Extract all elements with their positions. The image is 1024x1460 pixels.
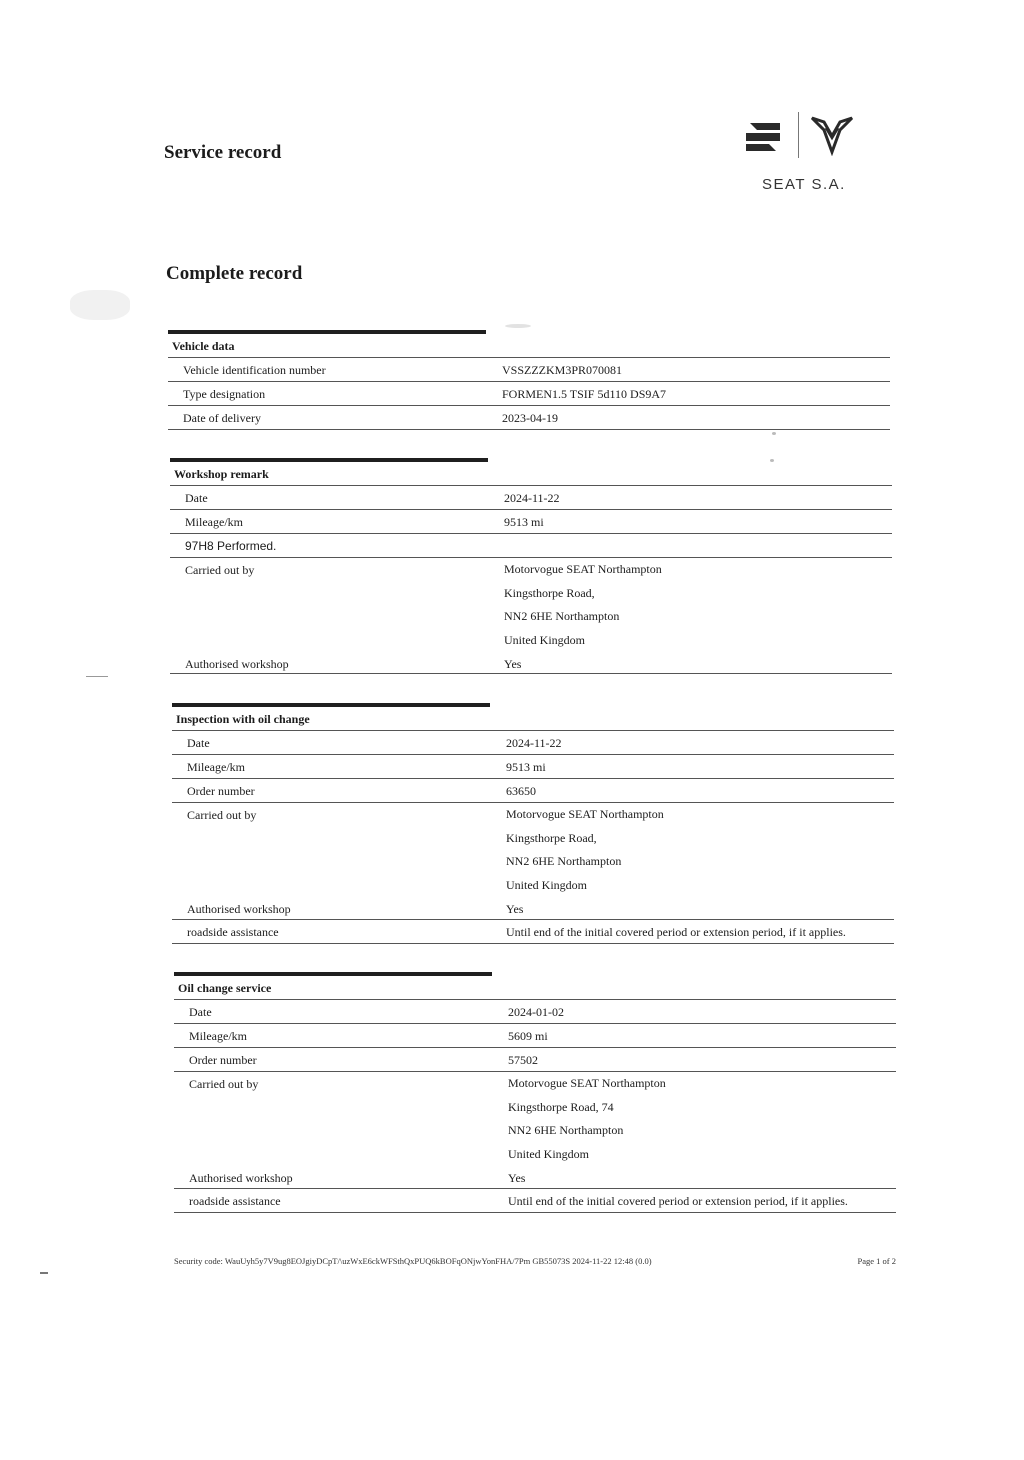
carried-out-address bbox=[508, 1072, 666, 1166]
vehicle-data-heading: Vehicle data bbox=[168, 334, 890, 358]
address-line: Motorvogue SEAT Northampton bbox=[504, 562, 662, 576]
address-line: Kingsthorpe Road, bbox=[504, 585, 595, 600]
inspection-block bbox=[172, 703, 894, 945]
logo-text: SEAT S.A. bbox=[762, 176, 846, 193]
brand-logo bbox=[740, 110, 860, 200]
scan-speck bbox=[772, 432, 776, 435]
oil-change-heading: Oil change service bbox=[174, 976, 896, 1000]
address-line: United Kingdom bbox=[506, 877, 587, 892]
table-row bbox=[172, 779, 894, 803]
logo-divider bbox=[798, 112, 799, 158]
carried-out-address bbox=[506, 803, 664, 897]
address-line: Motorvogue SEAT Northampton bbox=[508, 1076, 666, 1090]
table-row bbox=[174, 1024, 896, 1048]
address-line: United Kingdom bbox=[508, 1146, 589, 1161]
carried-out-label: Carried out by bbox=[189, 1077, 259, 1091]
scan-speck bbox=[40, 1272, 48, 1274]
order-number-label: Order number bbox=[187, 784, 255, 798]
page-number: Page 1 of 2 bbox=[857, 1256, 896, 1266]
carried-out-label: Carried out by bbox=[187, 808, 257, 822]
mileage-value: 9513 mi bbox=[506, 760, 546, 774]
mileage-value: 5609 mi bbox=[508, 1029, 548, 1043]
table-row bbox=[174, 1048, 896, 1072]
table-row bbox=[168, 406, 890, 430]
vehicle-data-block bbox=[168, 330, 890, 440]
carried-out-address bbox=[504, 558, 662, 652]
authorised-label: Authorised workshop bbox=[187, 902, 291, 916]
date-label: Date bbox=[189, 1005, 212, 1019]
order-number-value: 57502 bbox=[508, 1053, 538, 1067]
address-line: NN2 6HE Northampton bbox=[506, 854, 622, 868]
order-number-value: 63650 bbox=[506, 784, 536, 798]
address-line: Motorvogue SEAT Northampton bbox=[506, 807, 664, 821]
delivery-date-value: 2023-04-19 bbox=[502, 411, 558, 425]
delivery-date-label: Date of delivery bbox=[183, 411, 261, 425]
type-designation-label: Type designation bbox=[183, 387, 266, 401]
authorised-value: Yes bbox=[504, 657, 522, 671]
scan-speck bbox=[86, 676, 108, 677]
mileage-label: Mileage/km bbox=[185, 515, 243, 529]
vin-value: VSSZZZKM3PR070081 bbox=[502, 363, 623, 377]
address-line: NN2 6HE Northampton bbox=[504, 609, 620, 623]
address-line: NN2 6HE Northampton bbox=[508, 1123, 624, 1137]
table-row bbox=[172, 897, 894, 920]
table-row bbox=[168, 358, 890, 382]
mileage-value: 9513 mi bbox=[504, 515, 544, 529]
table-row bbox=[168, 382, 890, 406]
date-label: Date bbox=[187, 736, 210, 750]
date-value: 2024-11-22 bbox=[504, 491, 560, 505]
table-row bbox=[174, 1166, 896, 1189]
table-row bbox=[174, 1000, 896, 1024]
table-row bbox=[172, 755, 894, 779]
carried-out-label: Carried out by bbox=[185, 563, 255, 577]
vin-label: Vehicle identification number bbox=[183, 363, 326, 377]
table-row bbox=[170, 534, 892, 558]
table-row bbox=[170, 558, 892, 652]
workshop-remark-block bbox=[170, 458, 892, 674]
cupra-logo-icon bbox=[810, 116, 854, 156]
seat-logo-icon bbox=[744, 122, 782, 152]
document-title: Service record bbox=[164, 142, 282, 163]
roadside-label: roadside assistance bbox=[187, 925, 279, 939]
roadside-value: Until end of the initial covered period or extension period, if it applies. bbox=[506, 925, 846, 939]
table-row bbox=[172, 731, 894, 755]
inspection-heading: Inspection with oil change bbox=[172, 707, 894, 731]
security-code: Security code: WauUyh5y7V9ug8EOJgiyDCpT/\uzWxE6ckWFSthQxPUQ6kBOFqONjwYonFHA/7Pm GB55073S 2024-11-22 12:48 (0.0) bbox=[174, 1256, 652, 1266]
address-line: Kingsthorpe Road, bbox=[506, 830, 597, 845]
date-value: 2024-01-02 bbox=[508, 1005, 564, 1019]
workshop-remark-heading: Workshop remark bbox=[170, 462, 892, 486]
type-designation-value: FORMEN1.5 TSIF 5d110 DS9A7 bbox=[502, 387, 667, 401]
table-row bbox=[170, 510, 892, 534]
mileage-label: Mileage/km bbox=[189, 1029, 247, 1043]
scan-speck bbox=[505, 324, 531, 328]
remark-text: 97H8 Performed. bbox=[185, 539, 277, 553]
table-row bbox=[172, 920, 894, 944]
authorised-label: Authorised workshop bbox=[189, 1171, 293, 1185]
address-line: United Kingdom bbox=[504, 632, 585, 647]
roadside-value: Until end of the initial covered period or extension period, if it applies. bbox=[508, 1194, 848, 1208]
date-label: Date bbox=[185, 491, 208, 505]
scan-speck bbox=[770, 459, 774, 462]
authorised-value: Yes bbox=[508, 1171, 526, 1185]
oil-change-block bbox=[174, 972, 896, 1214]
table-row bbox=[170, 652, 892, 674]
address-line: Kingsthorpe Road, 74 bbox=[508, 1099, 614, 1114]
section-title: Complete record bbox=[166, 263, 303, 284]
scan-speck bbox=[70, 290, 130, 320]
table-row bbox=[170, 486, 892, 510]
authorised-label: Authorised workshop bbox=[185, 657, 289, 671]
table-row bbox=[174, 1189, 896, 1213]
table-row bbox=[172, 803, 894, 897]
date-value: 2024-11-22 bbox=[506, 736, 562, 750]
roadside-label: roadside assistance bbox=[189, 1194, 281, 1208]
mileage-label: Mileage/km bbox=[187, 760, 245, 774]
table-row bbox=[174, 1072, 896, 1166]
authorised-value: Yes bbox=[506, 902, 524, 916]
order-number-label: Order number bbox=[189, 1053, 257, 1067]
